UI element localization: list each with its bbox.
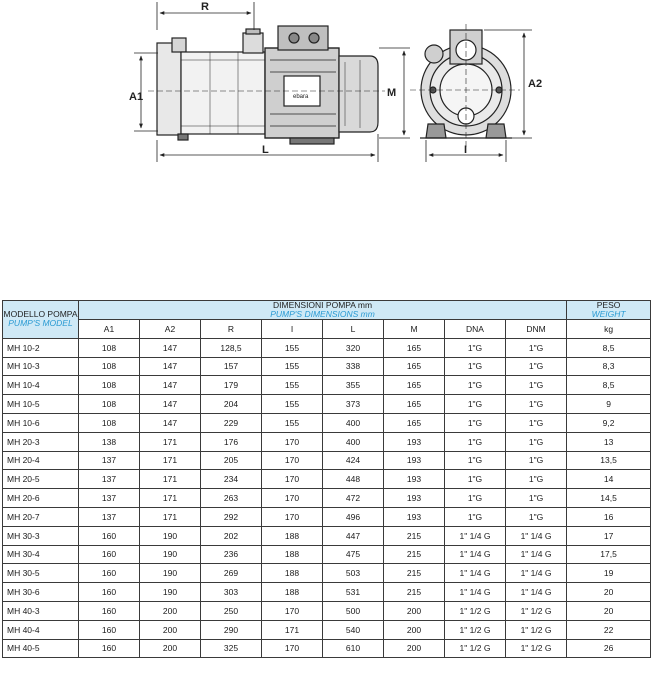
cell-model: MH 10-5 [3, 395, 79, 414]
cell-r: 250 [201, 601, 262, 620]
cell-model: MH 10-2 [3, 338, 79, 357]
cell-l: 448 [323, 470, 384, 489]
cell-kg: 8,3 [567, 357, 651, 376]
cell-a1: 108 [79, 357, 140, 376]
cell-l: 338 [323, 357, 384, 376]
cell-kg: 20 [567, 601, 651, 620]
cell-dnm: 1" 1/2 G [506, 639, 567, 658]
cell-a1: 160 [79, 545, 140, 564]
cell-dnm: 1" 1/2 G [506, 601, 567, 620]
cell-dnm: 1"G [506, 489, 567, 508]
col-header: DNM [506, 320, 567, 339]
cell-l: 400 [323, 432, 384, 451]
cell-i: 155 [262, 338, 323, 357]
cell-i: 155 [262, 413, 323, 432]
cell-a2: 171 [140, 451, 201, 470]
cell-model: MH 20-6 [3, 489, 79, 508]
cell-dnm: 1" 1/4 G [506, 583, 567, 602]
cell-kg: 14,5 [567, 489, 651, 508]
cell-dnm: 1" 1/4 G [506, 545, 567, 564]
cell-a1: 137 [79, 489, 140, 508]
header-weight-it: PESO [596, 300, 621, 310]
cell-dnm: 1"G [506, 376, 567, 395]
cell-dnm: 1" 1/4 G [506, 564, 567, 583]
table-row [3, 639, 651, 658]
cell-model: MH 30-6 [3, 583, 79, 602]
table-row [3, 338, 651, 357]
cell-r: 263 [201, 489, 262, 508]
cell-i: 188 [262, 583, 323, 602]
cell-m: 165 [384, 357, 445, 376]
cell-m: 193 [384, 451, 445, 470]
cell-i: 170 [262, 432, 323, 451]
cell-a2: 200 [140, 639, 201, 658]
cell-dna: 1"G [445, 338, 506, 357]
cell-dna: 1"G [445, 376, 506, 395]
cell-a2: 190 [140, 583, 201, 602]
cell-l: 540 [323, 620, 384, 639]
cell-l: 503 [323, 564, 384, 583]
cell-a2: 147 [140, 376, 201, 395]
cell-r: 229 [201, 413, 262, 432]
table-row [3, 432, 651, 451]
header-model-it: MODELLO POMPA [3, 309, 78, 320]
cell-model: MH 20-3 [3, 432, 79, 451]
table-row [3, 583, 651, 602]
cell-dnm: 1" 1/2 G [506, 620, 567, 639]
col-header: R [201, 320, 262, 339]
cell-i: 155 [262, 395, 323, 414]
cell-a1: 137 [79, 507, 140, 526]
cell-a2: 190 [140, 564, 201, 583]
cell-dnm: 1"G [506, 413, 567, 432]
pump-side-view [148, 26, 385, 144]
cell-l: 610 [323, 639, 384, 658]
cell-l: 475 [323, 545, 384, 564]
cell-r: 202 [201, 526, 262, 545]
cell-i: 171 [262, 620, 323, 639]
cell-i: 155 [262, 357, 323, 376]
cell-dna: 1"G [445, 357, 506, 376]
cell-i: 188 [262, 545, 323, 564]
cell-a2: 147 [140, 413, 201, 432]
cell-a2: 171 [140, 470, 201, 489]
cell-kg: 14 [567, 470, 651, 489]
dim-label-m: M [387, 87, 397, 99]
cell-a2: 190 [140, 545, 201, 564]
pump-technical-drawing [0, 0, 653, 300]
cell-dnm: 1"G [506, 451, 567, 470]
cell-a2: 147 [140, 338, 201, 357]
cell-a2: 171 [140, 489, 201, 508]
cell-m: 215 [384, 526, 445, 545]
cell-a2: 200 [140, 620, 201, 639]
cell-model: MH 40-5 [3, 639, 79, 658]
header-model-en: PUMP'S MODEL [8, 318, 73, 329]
cell-kg: 13 [567, 432, 651, 451]
cell-a1: 160 [79, 583, 140, 602]
table-row [3, 601, 651, 620]
cell-dna: 1" 1/4 G [445, 526, 506, 545]
cell-dna: 1"G [445, 507, 506, 526]
cell-l: 320 [323, 338, 384, 357]
cell-dna: 1"G [445, 451, 506, 470]
cell-i: 170 [262, 639, 323, 658]
cell-a1: 138 [79, 432, 140, 451]
cell-a1: 160 [79, 639, 140, 658]
col-header: M [384, 320, 445, 339]
cell-dnm: 1" 1/4 G [506, 526, 567, 545]
cell-m: 165 [384, 395, 445, 414]
dim-label-a2: A2 [528, 78, 543, 90]
cell-a2: 171 [140, 432, 201, 451]
cell-m: 165 [384, 413, 445, 432]
cell-kg: 9,2 [567, 413, 651, 432]
header-dims-en: PUMP'S DIMENSIONS mm [270, 309, 375, 319]
cell-m: 215 [384, 583, 445, 602]
cell-r: 176 [201, 432, 262, 451]
cell-m: 200 [384, 639, 445, 658]
cell-l: 424 [323, 451, 384, 470]
pump-dimensions-table [2, 300, 651, 658]
cell-kg: 22 [567, 620, 651, 639]
cell-i: 188 [262, 526, 323, 545]
header-weight-en: WEIGHT [591, 309, 626, 319]
cell-a1: 160 [79, 564, 140, 583]
cell-kg: 17 [567, 526, 651, 545]
cell-r: 236 [201, 545, 262, 564]
cell-a1: 160 [79, 526, 140, 545]
cell-r: 204 [201, 395, 262, 414]
cell-dna: 1"G [445, 413, 506, 432]
table-row [3, 545, 651, 564]
cell-a2: 190 [140, 526, 201, 545]
cell-i: 170 [262, 601, 323, 620]
cell-m: 165 [384, 338, 445, 357]
header-model [3, 301, 79, 339]
col-header: A2 [140, 320, 201, 339]
cell-m: 215 [384, 545, 445, 564]
cell-dna: 1" 1/2 G [445, 601, 506, 620]
table-row [3, 395, 651, 414]
dim-label-l: L [262, 144, 269, 156]
cell-kg: 19 [567, 564, 651, 583]
cell-dna: 1" 1/4 G [445, 564, 506, 583]
cell-m: 200 [384, 620, 445, 639]
table-row [3, 489, 651, 508]
cell-dna: 1" 1/4 G [445, 583, 506, 602]
header-dims-it: DIMENSIONI POMPA mm [273, 300, 373, 310]
cell-r: 269 [201, 564, 262, 583]
table-row [3, 507, 651, 526]
cell-kg: 8,5 [567, 338, 651, 357]
cell-kg: 17,5 [567, 545, 651, 564]
cell-a1: 137 [79, 470, 140, 489]
cell-m: 193 [384, 489, 445, 508]
col-header: I [262, 320, 323, 339]
cell-i: 170 [262, 489, 323, 508]
cell-model: MH 20-5 [3, 470, 79, 489]
header-dimensions [79, 301, 567, 320]
cell-a1: 108 [79, 395, 140, 414]
table-row [3, 526, 651, 545]
dim-label-r: R [201, 1, 209, 13]
cell-dna: 1"G [445, 489, 506, 508]
cell-l: 447 [323, 526, 384, 545]
cell-r: 205 [201, 451, 262, 470]
cell-l: 355 [323, 376, 384, 395]
dimensions-table-container [2, 300, 651, 658]
table-row [3, 376, 651, 395]
column-header-row [3, 320, 651, 339]
table-row [3, 451, 651, 470]
cell-m: 165 [384, 376, 445, 395]
cell-l: 373 [323, 395, 384, 414]
cell-a2: 200 [140, 601, 201, 620]
header-weight [567, 301, 651, 320]
cell-model: MH 40-4 [3, 620, 79, 639]
cell-i: 170 [262, 507, 323, 526]
cell-m: 193 [384, 507, 445, 526]
cell-r: 157 [201, 357, 262, 376]
cell-a2: 147 [140, 395, 201, 414]
cell-a1: 160 [79, 601, 140, 620]
cell-dna: 1" 1/2 G [445, 639, 506, 658]
cell-m: 215 [384, 564, 445, 583]
cell-dnm: 1"G [506, 507, 567, 526]
cell-a2: 171 [140, 507, 201, 526]
cell-l: 531 [323, 583, 384, 602]
cell-r: 234 [201, 470, 262, 489]
pump-front-view [410, 24, 520, 150]
dim-label-a1: A1 [129, 91, 144, 103]
table-row [3, 413, 651, 432]
cell-model: MH 30-5 [3, 564, 79, 583]
cell-model: MH 40-3 [3, 601, 79, 620]
cell-dnm: 1"G [506, 395, 567, 414]
col-header: A1 [79, 320, 140, 339]
cell-a1: 108 [79, 413, 140, 432]
cell-dna: 1" 1/2 G [445, 620, 506, 639]
cell-a1: 160 [79, 620, 140, 639]
cell-kg: 9 [567, 395, 651, 414]
cell-kg: 8,5 [567, 376, 651, 395]
cell-dna: 1"G [445, 470, 506, 489]
table-row [3, 470, 651, 489]
cell-kg: 26 [567, 639, 651, 658]
cell-m: 200 [384, 601, 445, 620]
motor-brand-text: ebara [293, 94, 309, 100]
cell-kg: 20 [567, 583, 651, 602]
col-header-weight-unit: kg [567, 320, 651, 339]
cell-kg: 16 [567, 507, 651, 526]
cell-r: 128,5 [201, 338, 262, 357]
col-header: L [323, 320, 384, 339]
cell-dnm: 1"G [506, 338, 567, 357]
cell-m: 193 [384, 470, 445, 489]
cell-r: 325 [201, 639, 262, 658]
cell-l: 500 [323, 601, 384, 620]
cell-model: MH 10-3 [3, 357, 79, 376]
cell-model: MH 30-4 [3, 545, 79, 564]
cell-dna: 1" 1/4 G [445, 545, 506, 564]
cell-a1: 137 [79, 451, 140, 470]
cell-a1: 108 [79, 338, 140, 357]
cell-i: 155 [262, 376, 323, 395]
cell-i: 170 [262, 470, 323, 489]
cell-r: 303 [201, 583, 262, 602]
cell-kg: 13,5 [567, 451, 651, 470]
cell-dnm: 1"G [506, 432, 567, 451]
cell-i: 170 [262, 451, 323, 470]
cell-r: 290 [201, 620, 262, 639]
table-row [3, 620, 651, 639]
cell-model: MH 20-7 [3, 507, 79, 526]
cell-dnm: 1"G [506, 357, 567, 376]
cell-m: 193 [384, 432, 445, 451]
cell-r: 292 [201, 507, 262, 526]
cell-dna: 1"G [445, 395, 506, 414]
cell-l: 472 [323, 489, 384, 508]
cell-model: MH 10-4 [3, 376, 79, 395]
cell-l: 400 [323, 413, 384, 432]
cell-a2: 147 [140, 357, 201, 376]
cell-r: 179 [201, 376, 262, 395]
cell-dna: 1"G [445, 432, 506, 451]
table-row [3, 357, 651, 376]
cell-model: MH 10-6 [3, 413, 79, 432]
cell-a1: 108 [79, 376, 140, 395]
cell-model: MH 20-4 [3, 451, 79, 470]
col-header: DNA [445, 320, 506, 339]
cell-l: 496 [323, 507, 384, 526]
cell-i: 188 [262, 564, 323, 583]
cell-model: MH 30-3 [3, 526, 79, 545]
cell-dnm: 1"G [506, 470, 567, 489]
dim-label-i: I [464, 144, 468, 156]
table-row [3, 564, 651, 583]
